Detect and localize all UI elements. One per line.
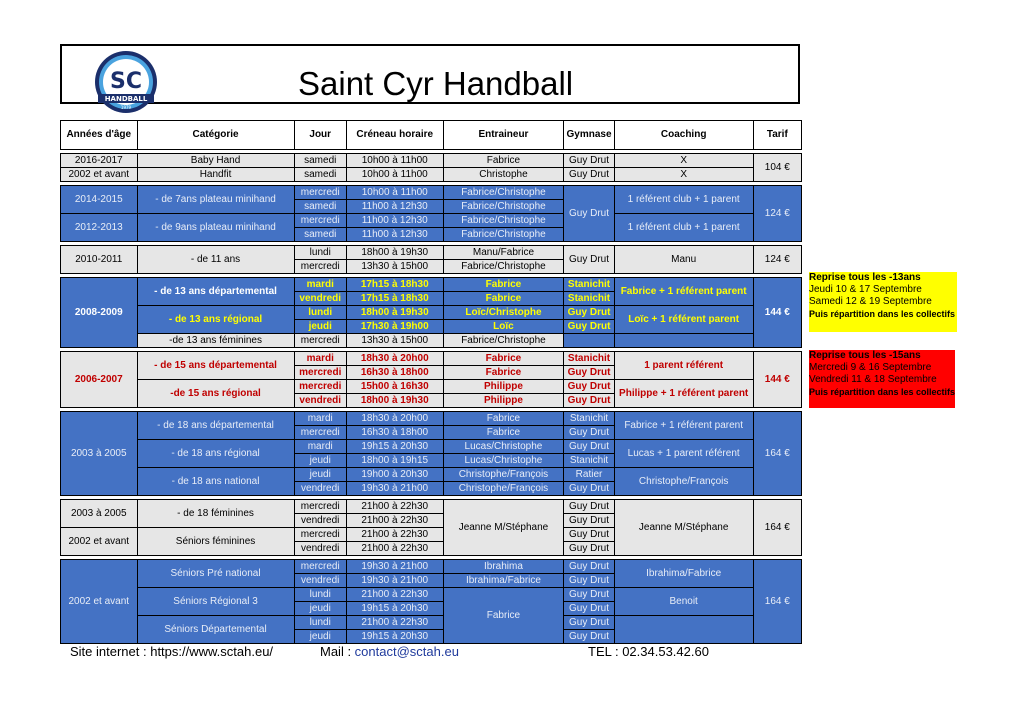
u15-restart-note: Reprise tous les -15ans Mercredi 9 & 16 Septembre Vendredi 11 & 18 Septembre Puis répartition dans les collectifs [809, 350, 955, 408]
table-row: 2010-2011 - de 11 ans lundi 18h00 à 19h30 Manu/Fabrice Guy Drut Manu 124 € [61, 246, 802, 260]
table-row: 2006-2007 - de 15 ans départemental mardi 18h30 à 20h00 Fabrice Stanichit 1 parent référent 144 € [61, 352, 802, 366]
table-row: 2002 et avant Séniors Pré national mercredi 19h30 à 21h00 Ibrahima Guy Drut Ibrahima/Fabrice 164 € [61, 560, 802, 574]
table-row: 2008-2009 - de 13 ans départemental mardi 17h15 à 18h30 Fabrice Stanichit Fabrice + 1 référent parent 144 € [61, 278, 802, 292]
table-row: 2002 et avant Séniors féminines mercredi 21h00 à 22h30 Guy Drut [61, 528, 802, 542]
schedule-table [60, 120, 802, 644]
table-row: 2003 à 2005 - de 18 ans départemental mardi 18h30 à 20h00 Fabrice Stanichit Fabrice + 1 référent parent 164 € [61, 412, 802, 426]
table-row: 2002 et avant Handfit samedi 10h00 à 11h00 Christophe Guy Drut X [61, 168, 802, 182]
page-title: Saint Cyr Handball [298, 65, 574, 102]
table-row: vendredi 21h00 à 22h30 Guy Drut [61, 542, 802, 556]
table-row: vendredi 19h30 à 21h00 Ibrahima/Fabrice Guy Drut [61, 574, 802, 588]
table-row: Séniors Départemental lundi 21h00 à 22h30 Guy Drut [61, 616, 802, 630]
col-header-age: Années d'âge [61, 121, 138, 150]
club-logo [94, 50, 158, 114]
col-header-day: Jour [294, 121, 346, 150]
col-header-time: Créneau horaire [346, 121, 443, 150]
table-row: jeudi 18h00 à 19h15 Lucas/Christophe Stanichit [61, 454, 802, 468]
table-row: 2003 à 2005 - de 18 féminines mercredi 21h00 à 22h30 Jeanne M/Stéphane Guy Drut Jeanne M/Stéphane 164 € [61, 500, 802, 514]
table-row: vendredi 21h00 à 22h30 Guy Drut [61, 514, 802, 528]
title-banner [60, 44, 800, 110]
table-row: samedi 11h00 à 12h30 Fabrice/Christophe [61, 200, 802, 214]
table-row: 2012-2013 - de 9ans plateau minihand mercredi 11h00 à 12h30 Fabrice/Christophe 1 référent club + 1 parent [61, 214, 802, 228]
table-row: mercredi 16h30 à 18h00 Fabrice Guy Drut [61, 426, 802, 440]
table-row: jeudi 19h15 à 20h30 Guy Drut [61, 630, 802, 644]
table-header-row [61, 121, 802, 150]
table-row: vendredi 19h30 à 21h00 Christophe/François Guy Drut [61, 482, 802, 496]
table-row: 2014-2015 - de 7ans plateau minihand mercredi 10h00 à 11h00 Fabrice/Christophe Guy Drut 1 référent club + 1 parent 124 € [61, 186, 802, 200]
table-row: mercredi 16h30 à 18h00 Fabrice Guy Drut [61, 366, 802, 380]
mail-link[interactable]: contact@sctah.eu [354, 644, 459, 659]
svg-text:HANDBALL: HANDBALL [104, 95, 148, 103]
table-row: Séniors Régional 3 lundi 21h00 à 22h30 Fabrice Guy Drut Benoit [61, 588, 802, 602]
svg-text:1979: 1979 [120, 105, 132, 110]
col-header-category: Catégorie [137, 121, 294, 150]
table-row: -de 13 ans féminines mercredi 13h30 à 15h00 Fabrice/Christophe [61, 334, 802, 348]
col-header-price: Tarif [753, 121, 801, 150]
svg-text:SC: SC [110, 69, 142, 94]
phone-number: TEL : 02.34.53.42.60 [588, 644, 709, 659]
table-row: - de 13 ans régional lundi 18h00 à 19h30 Loïc/Christophe Guy Drut Loïc + 1 référent parent [61, 306, 802, 320]
table-row: samedi 11h00 à 12h30 Fabrice/Christophe [61, 228, 802, 242]
u13-restart-note: Reprise tous les -13ans Jeudi 10 & 17 Septembre Samedi 12 & 19 Septembre Puis répartition dans les collectifs [809, 272, 957, 332]
col-header-coaching: Coaching [614, 121, 753, 150]
col-header-gym: Gymnase [564, 121, 614, 150]
website-link[interactable]: Site internet : https://www.sctah.eu/ [70, 644, 274, 659]
table-row: jeudi 19h15 à 20h30 Guy Drut [61, 602, 802, 616]
mail-contact [320, 644, 459, 659]
mail-label: Mail : [320, 644, 355, 659]
table-row: - de 18 ans régional mardi 19h15 à 20h30 Lucas/Christophe Guy Drut Lucas + 1 parent référent [61, 440, 802, 454]
table-row: 2016-2017 Baby Hand samedi 10h00 à 11h00 Fabrice Guy Drut X 104 € [61, 154, 802, 168]
col-header-coach: Entraineur [443, 121, 564, 150]
table-row: mercredi 13h30 à 15h00 Fabrice/Christophe [61, 260, 802, 274]
table-row: - de 18 ans national jeudi 19h00 à 20h30 Christophe/François Ratier Christophe/François [61, 468, 802, 482]
table-row: -de 15 ans régional mercredi 15h00 à 16h30 Philippe Guy Drut Philippe + 1 référent parent [61, 380, 802, 394]
table-row: vendredi 17h15 à 18h30 Fabrice Stanichit [61, 292, 802, 306]
table-row: vendredi 18h00 à 19h30 Philippe Guy Drut [61, 394, 802, 408]
table-row: jeudi 17h30 à 19h00 Loïc Guy Drut [61, 320, 802, 334]
